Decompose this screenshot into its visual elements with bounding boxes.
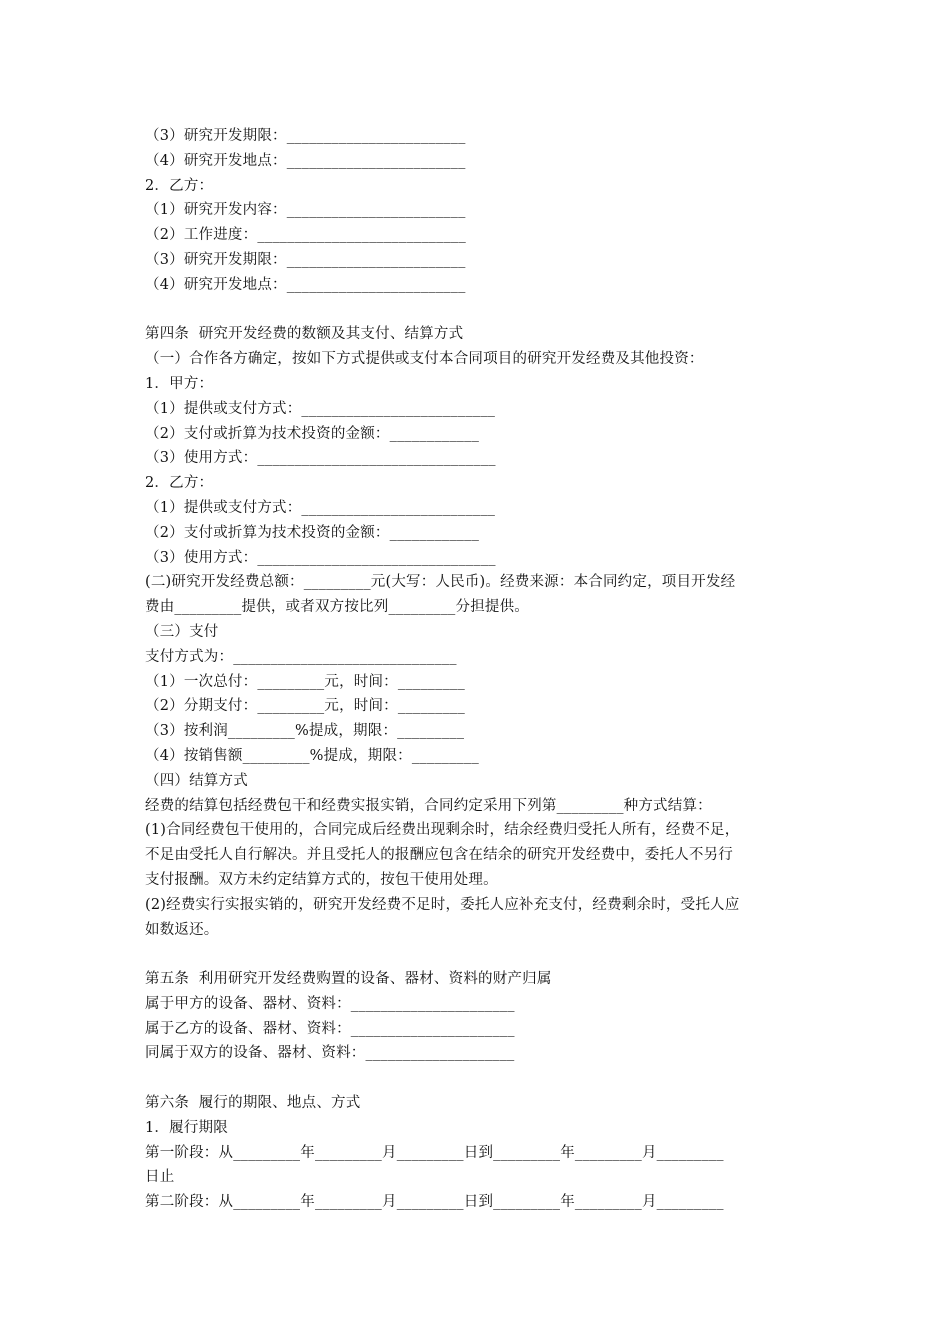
text-line: 2．乙方： (145, 475, 214, 492)
blank-line (145, 942, 825, 967)
text-line: 第四条 研究开发经费的数额及其支付、结算方式 (145, 326, 464, 343)
text-line: 费由_________提供，或者双方按比列_________分担提供。 (145, 599, 529, 616)
text-line: 第六条 履行的期限、地点、方式 (145, 1095, 361, 1112)
text-line: 属于乙方的设备、器材、资料：______________________ (145, 1020, 515, 1037)
text-line: （1）提供或支付方式：__________________________ (145, 400, 496, 417)
text-line: （3）研究开发期限：________________________ (145, 128, 466, 144)
text-line: （4）研究开发地点：________________________ (145, 276, 466, 293)
text-line: 支付方式为：______________________________ (145, 648, 457, 665)
text-line: （四）结算方式 (145, 772, 248, 789)
text-line: 第二阶段：从_________年_________月_________日到_________年_________月_________ (145, 1194, 724, 1211)
text-line: 1．甲方： (145, 375, 214, 392)
text-line: （2）分期支付：_________元，时间：_________ (145, 698, 465, 715)
text-line: 第五条 利用研究开发经费购置的设备、器材、资料的财产归属 (145, 971, 552, 988)
text-line: （三）支付 (145, 623, 219, 640)
text-line: 如数返还。 (145, 921, 219, 938)
text-line: （2）工作进度：____________________________ (145, 227, 466, 244)
blank-line (145, 1066, 825, 1091)
text-line: 2．乙方： (145, 177, 214, 194)
text-line: 第一阶段：从_________年_________月_________日到_________年_________月_________ (145, 1144, 724, 1161)
text-line: （一）合作各方确定，按如下方式提供或支付本合同项目的研究开发经费及其他投资： (145, 351, 704, 368)
text-line: 日止 (145, 1169, 175, 1186)
text-line: （3）使用方式：________________________________ (145, 450, 496, 467)
contract-page (145, 124, 825, 1215)
text-line: （1）研究开发内容：________________________ (145, 202, 466, 219)
text-line: （2）支付或折算为技术投资的金额：____________ (145, 425, 480, 442)
text-line: 同属于双方的设备、器材、资料：____________________ (145, 1045, 515, 1062)
text-line: （3）按利润_________%提成，期限：_________ (145, 723, 465, 740)
text-line: （1）提供或支付方式：__________________________ (145, 499, 496, 516)
text-line: 1．履行期限 (145, 1119, 228, 1136)
text-line: (1)合同经费包干使用的，合同完成后经费出现剩余时，结余经费归受托人所有，经费不足， (145, 822, 740, 839)
text-line: (二)研究开发经费总额：_________元(大写：人民币)。经费来源：本合同约定，项目开发经 (145, 574, 736, 591)
text-line: 经费的结算包括经费包干和经费实报实销，合同约定采用下列第_________种方式结算： (145, 797, 712, 814)
text-line: （4）按销售额_________%提成，期限：_________ (145, 747, 479, 764)
text-line: 支付报酬。双方未约定结算方式的，按包干使用处理。 (145, 871, 498, 888)
text-line: (2)经费实行实报实销的，研究开发经费不足时，委托人应补充支付，经费剩余时，受托人应 (145, 896, 740, 913)
text-line: （1）一次总付：_________元，时间：_________ (145, 673, 465, 690)
text-line: （2）支付或折算为技术投资的金额：____________ (145, 524, 480, 541)
text-line: （3）研究开发期限：________________________ (145, 251, 466, 268)
text-line: （3）使用方式：________________________________ (145, 549, 496, 566)
text-line: 属于甲方的设备、器材、资料：______________________ (145, 995, 515, 1012)
text-line: （4）研究开发地点：________________________ (145, 152, 466, 169)
text-line: 不足由受托人自行解决。并且受托人的报酬应包含在结余的研究开发经费中，委托人不另行 (145, 847, 733, 864)
blank-line (145, 298, 825, 323)
